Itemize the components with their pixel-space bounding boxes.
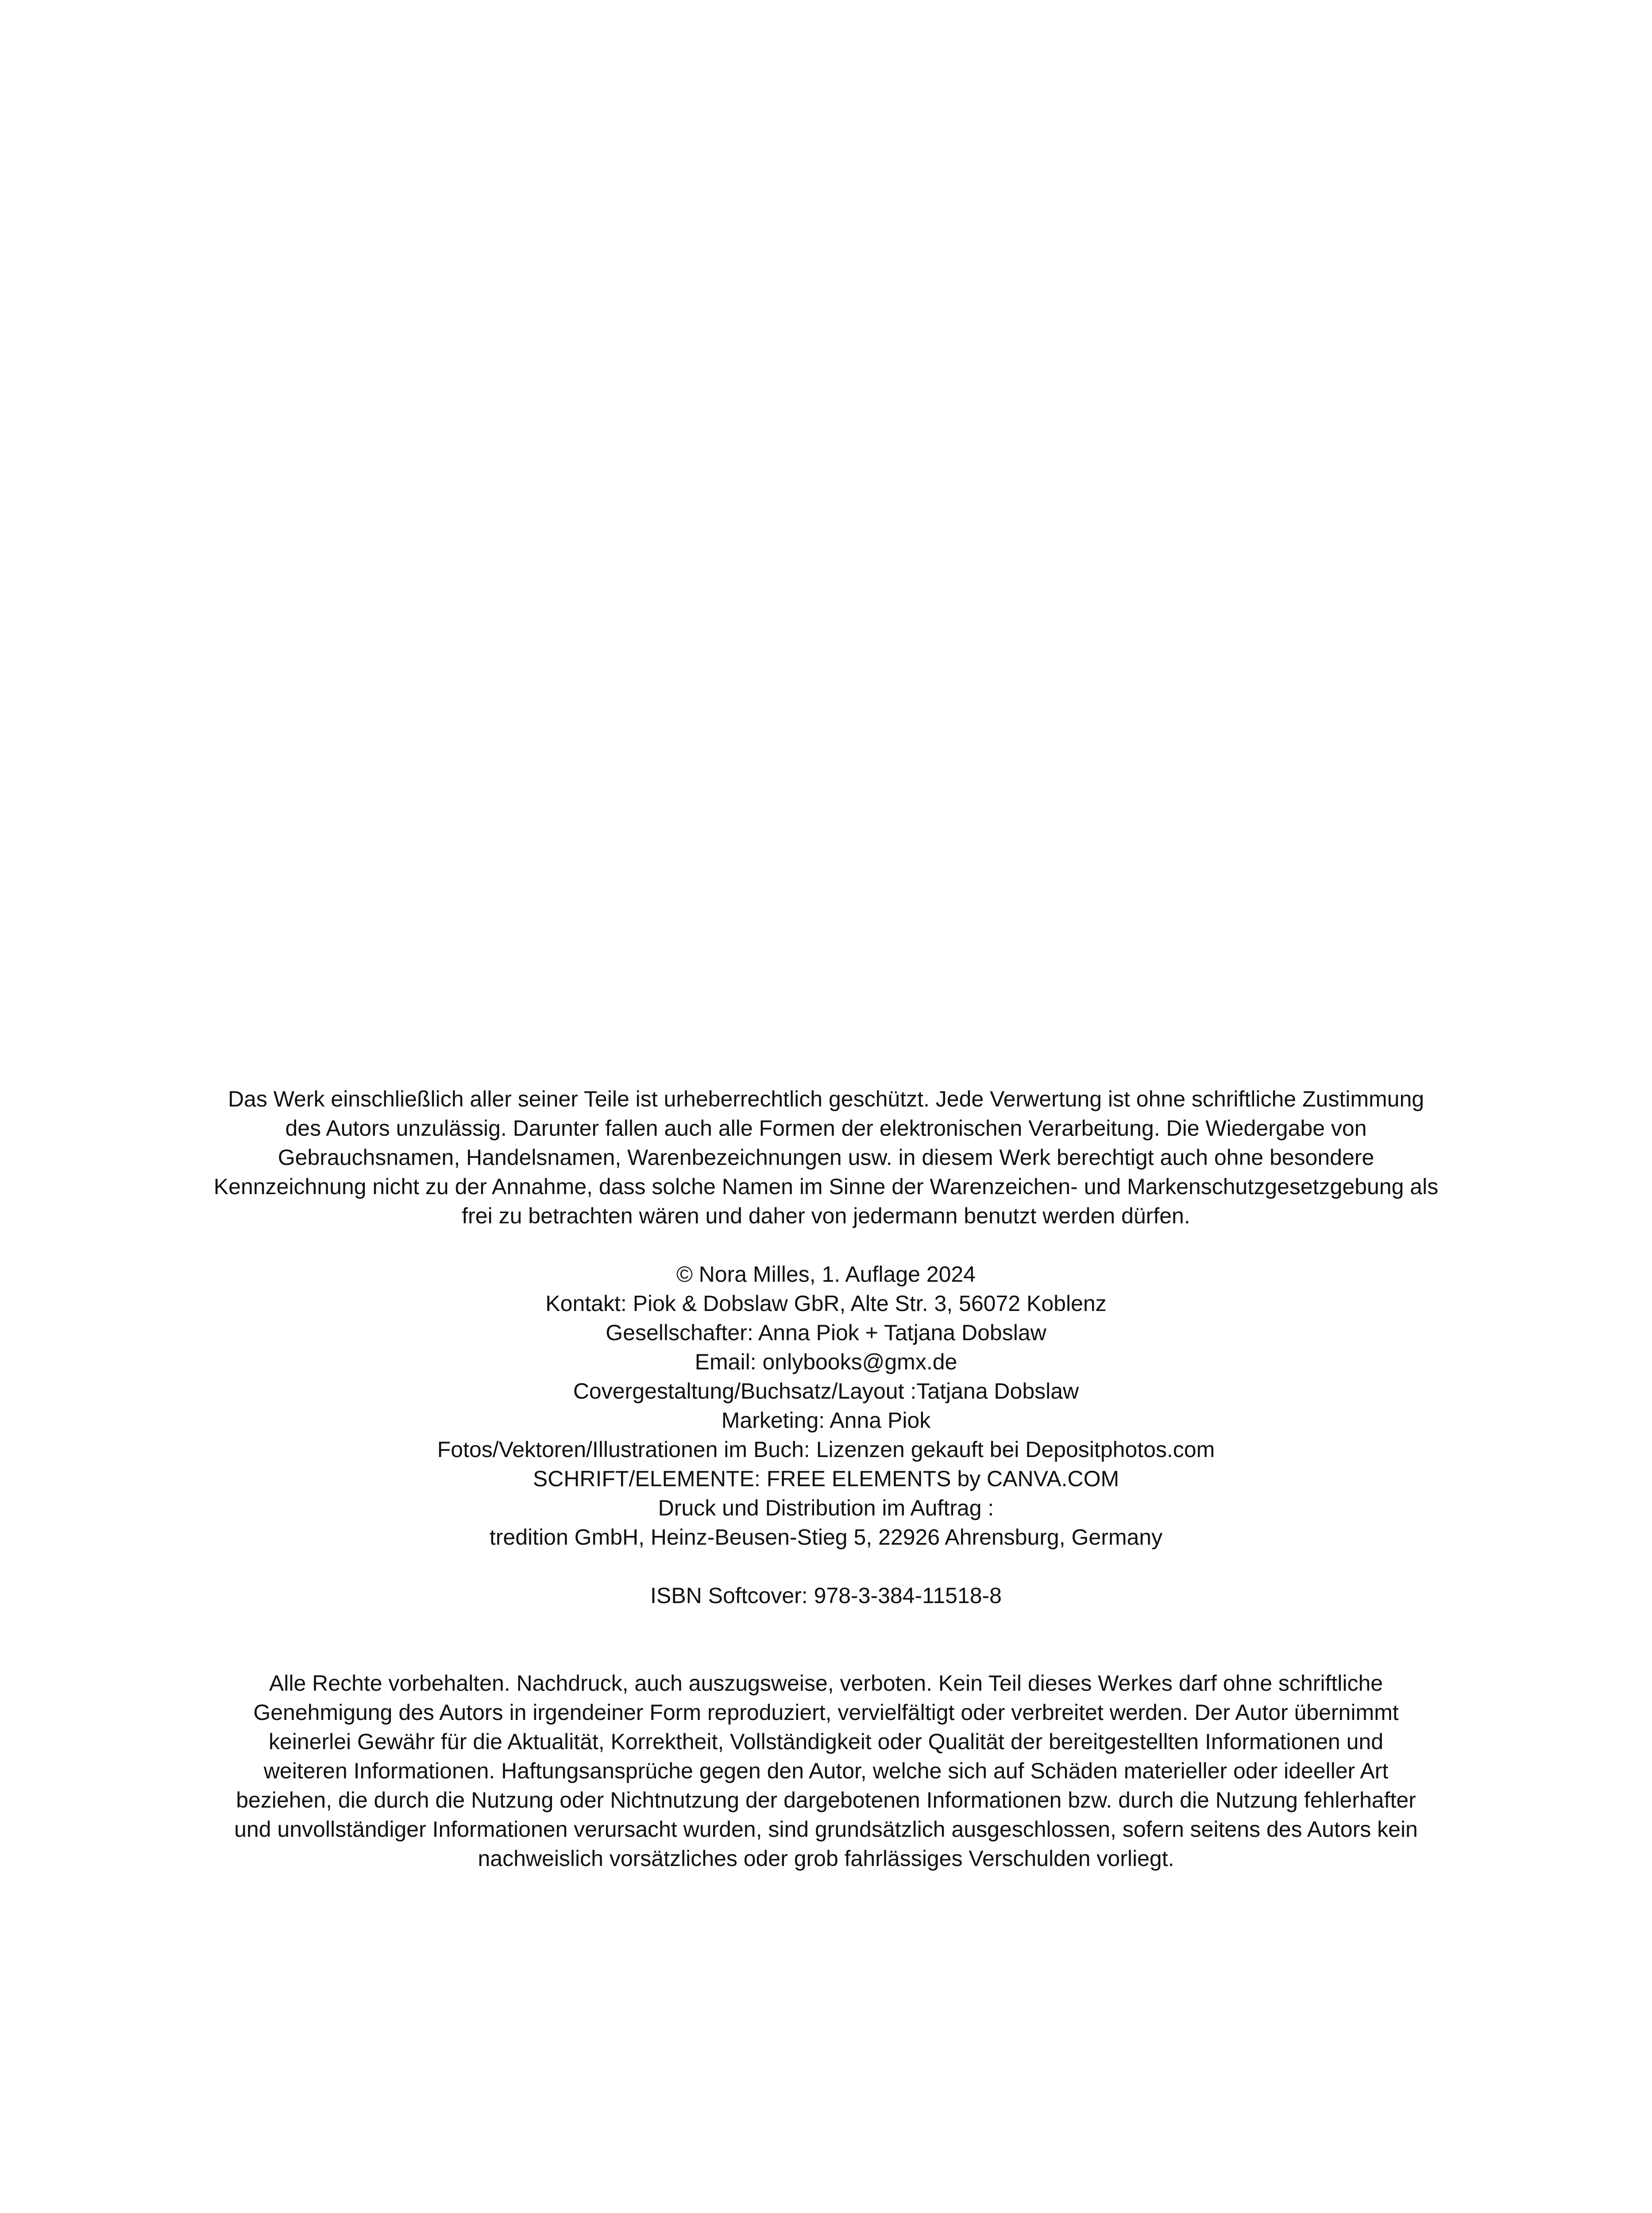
disclaimer-line: keinerlei Gewähr für die Aktualität, Korrektheit, Vollständigkeit oder Qualität der bereitgestellten Informationen und [268, 1729, 1384, 1754]
rights-notice-line: Kennzeichnung nicht zu der Annahme, dass solche Namen im Sinne der Warenzeichen- und Markenschutzgesetzgebung als [213, 1174, 1439, 1199]
isbn: ISBN Softcover: 978-3-384-11518-8 [650, 1583, 1002, 1608]
disclaimer-line: und unvollständiger Informationen verursacht wurden, sind grundsätzlich ausgeschlossen, sofern seitens des Autors kein [234, 1817, 1418, 1842]
rights-notice [159, 1084, 1493, 1230]
disclaimer [159, 1669, 1493, 1873]
rights-notice-line: des Autors unzulässig. Darunter fallen auch alle Formen der elektronischen Verarbeitung. Die Wiedergabe von [285, 1116, 1367, 1141]
partners-line: Gesellschafter: Anna Piok + Tatjana Dobslaw [606, 1320, 1046, 1345]
disclaimer-line: Alle Rechte vorbehalten. Nachdruck, auch auszugsweise, verboten. Kein Teil dieses Werkes darf ohne schriftliche [269, 1671, 1383, 1696]
design-credit-line: Covergestaltung/Buchsatz/Layout :Tatjana Dobslaw [573, 1379, 1079, 1403]
imprint [159, 1260, 1493, 1552]
rights-notice-line: frei zu betrachten wären und daher von jedermann benutzt werden dürfen. [462, 1203, 1190, 1228]
publisher-address-line: tredition GmbH, Heinz-Beusen-Stieg 5, 22926 Ahrensburg, Germany [489, 1525, 1163, 1550]
copyright-line: © Nora Milles, 1. Auflage 2024 [676, 1262, 976, 1287]
disclaimer-line: beziehen, die durch die Nutzung oder Nichtnutzung der dargebotenen Informationen bzw. durch die Nutzung fehlerhafter [236, 1788, 1416, 1812]
distribution-line: Druck und Distribution im Auftrag : [658, 1496, 994, 1520]
rights-notice-line: Das Werk einschließlich aller seiner Teile ist urheberrechtlich geschützt. Jede Verwertung ist ohne schriftliche Zustimmung [228, 1087, 1424, 1111]
email-line: Email: onlybooks@gmx.de [695, 1349, 957, 1374]
font-credit-line: SCHRIFT/ELEMENTE: FREE ELEMENTS by CANVA.COM [533, 1466, 1119, 1491]
marketing-line: Marketing: Anna Piok [721, 1408, 931, 1433]
contact-line: Kontakt: Piok & Dobslaw GbR, Alte Str. 3, 56072 Koblenz [545, 1291, 1107, 1316]
rights-notice-line: Gebrauchsnamen, Handelsnamen, Warenbezeichnungen usw. in diesem Werk berechtigt auch ohne besondere [278, 1145, 1374, 1170]
disclaimer-line: Genehmigung des Autors in irgendeiner Form reproduziert, vervielfältigt oder verbreitet werden. Der Autor übernimmt [253, 1700, 1399, 1725]
disclaimer-line: weiteren Informationen. Haftungsansprüche gegen den Autor, welche sich auf Schäden materieller oder ideeller Art [263, 1758, 1389, 1783]
image-license-line: Fotos/Vektoren/Illustrationen im Buch: Lizenzen gekauft bei Depositphotos.com [437, 1437, 1215, 1462]
isbn-block [159, 1581, 1493, 1610]
disclaimer-line: nachweislich vorsätzliches oder grob fahrlässiges Verschulden vorliegt. [478, 1846, 1174, 1871]
